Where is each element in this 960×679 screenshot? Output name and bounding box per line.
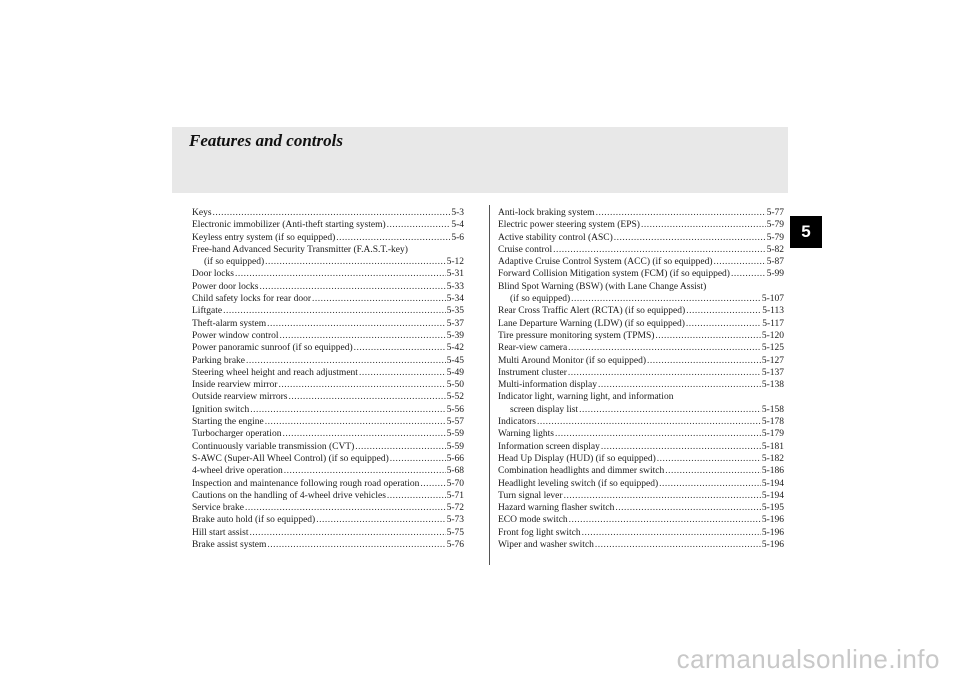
toc-entry-title: Continuously variable transmission (CVT)	[192, 441, 355, 452]
dot-leader	[598, 379, 761, 391]
toc-entry[interactable]	[192, 465, 464, 477]
toc-entry[interactable]	[498, 502, 784, 514]
toc-entry-page: 5-3	[451, 208, 464, 218]
toc-entry-title: Anti-lock braking system	[498, 208, 595, 218]
toc-entry-title: Indicators	[498, 417, 536, 428]
toc-entry[interactable]	[498, 256, 784, 268]
toc-entry-title: Cruise control	[498, 244, 553, 255]
dot-leader	[596, 207, 766, 219]
toc-entry-title: Power window control	[192, 330, 279, 341]
toc-entry-page: 5-33	[446, 281, 464, 292]
toc-entry-title: Power door locks	[192, 281, 259, 292]
toc-entry-page: 5-82	[766, 244, 784, 255]
toc-entry-page: 5-73	[446, 515, 464, 526]
toc-entry[interactable]	[498, 441, 784, 453]
dot-leader	[387, 490, 446, 502]
toc-entry-page: 5-56	[446, 404, 464, 415]
toc-entry-title: Turbocharger operation	[192, 429, 282, 440]
toc-entry-page: 5-182	[761, 453, 784, 464]
toc-entry-page: 5-42	[446, 343, 464, 354]
toc-entry-title: Electronic immobilizer (Anti-theft starting system)	[192, 220, 386, 231]
dot-leader	[336, 232, 450, 244]
toc-entry[interactable]	[192, 391, 464, 403]
toc-entry[interactable]	[192, 268, 464, 280]
dot-leader	[686, 305, 761, 317]
dot-leader	[553, 244, 765, 256]
toc-entry-title: Tire pressure monitoring system (TPMS)	[498, 330, 655, 341]
toc-entry-title: Parking brake	[192, 355, 246, 366]
dot-leader	[245, 502, 446, 514]
dot-leader	[647, 355, 761, 367]
toc-entry-title: Hazard warning flasher switch	[498, 503, 615, 514]
dot-leader	[316, 514, 445, 526]
dot-leader	[250, 404, 445, 416]
toc-entry-page: 5-77	[766, 208, 784, 218]
toc-entry-title: Free-hand Advanced Security Transmitter (F.A.S.T.-key)	[192, 244, 408, 255]
toc-entry-title: S-AWC (Super-All Wheel Control) (if so equipped)	[192, 453, 389, 464]
toc-entry-title: Hill start assist	[192, 527, 249, 538]
toc-entry-title: Information screen display	[498, 441, 600, 452]
toc-entry-title: Lane Departure Warning (LDW) (if so equipped)	[498, 318, 685, 329]
toc-entry-title: Brake auto hold (if so equipped)	[192, 515, 316, 526]
toc-entry-page: 5-194	[761, 478, 784, 489]
toc-entry-page: 5-120	[761, 330, 784, 341]
dot-leader	[267, 539, 445, 551]
toc-entry[interactable]	[498, 342, 784, 354]
toc-entry-title: Combination headlights and dimmer switch	[498, 466, 665, 477]
toc-entry[interactable]	[192, 527, 464, 539]
toc-entry-page: 5-178	[761, 417, 784, 428]
toc-entry-title: Keyless entry system (if so equipped)	[192, 232, 336, 243]
toc-entry-page: 5-72	[446, 503, 464, 514]
toc-entry[interactable]	[498, 207, 784, 219]
toc-entry-page: 5-117	[762, 318, 784, 329]
toc-entry-page: 5-59	[446, 429, 464, 440]
toc-entry[interactable]	[192, 490, 464, 502]
dot-leader	[387, 219, 451, 231]
dot-leader	[267, 318, 445, 330]
toc-entry[interactable]	[498, 527, 784, 539]
toc-entry[interactable]	[192, 281, 464, 293]
dot-leader	[555, 428, 761, 440]
toc-entry[interactable]	[192, 478, 464, 490]
toc-entry-page: 5-158	[761, 404, 784, 415]
dot-leader	[659, 478, 761, 490]
toc-entry-page: 5-31	[446, 269, 464, 280]
toc-entry[interactable]	[192, 453, 464, 465]
dot-leader	[390, 453, 446, 465]
toc-entry-page: 5-137	[761, 367, 784, 378]
toc-entry-page: 5-79	[766, 220, 784, 231]
toc-entry-title: Liftgate	[192, 306, 223, 317]
dot-leader	[579, 404, 761, 416]
toc-entry[interactable]	[192, 355, 464, 367]
chapter-tab: 5	[790, 216, 822, 248]
toc-entry[interactable]	[498, 416, 784, 428]
dot-leader	[280, 330, 446, 342]
toc-entry-title: Warning lights	[498, 429, 554, 440]
toc-entry-page: 5-99	[766, 269, 784, 280]
toc-entry-title: Electric power steering system (EPS)	[498, 220, 640, 231]
toc-entry[interactable]	[192, 207, 464, 219]
toc-entry-title: Theft-alarm system	[192, 318, 267, 329]
toc-entry-page: 5-195	[761, 503, 784, 514]
toc-entry-page: 5-50	[446, 380, 464, 391]
dot-leader	[246, 355, 446, 367]
toc-entry-title: Head Up Display (HUD) (if so equipped)	[498, 453, 656, 464]
dot-leader	[568, 367, 761, 379]
dot-leader	[260, 281, 446, 293]
toc-left-column	[192, 207, 464, 551]
dot-leader	[569, 514, 761, 526]
dot-leader	[223, 305, 446, 317]
toc-entry-title: Steering wheel height and reach adjustment	[192, 367, 358, 378]
toc-entry[interactable]	[192, 305, 464, 317]
toc-entry-title: Blind Spot Warning (BSW) (with Lane Change Assist)	[498, 281, 707, 292]
dot-leader	[355, 441, 445, 453]
toc-entry-title: Active stability control (ASC)	[498, 232, 613, 243]
toc-entry[interactable]	[498, 490, 784, 502]
toc-entry[interactable]	[192, 428, 464, 440]
toc-entry-title: Power panoramic sunroof (if so equipped)	[192, 343, 353, 354]
dot-leader	[614, 232, 766, 244]
toc-entry[interactable]	[498, 268, 784, 280]
toc-entry-title: Adaptive Cruise Control System (ACC) (if so equipped)	[498, 257, 713, 268]
toc-entry-page: 5-71	[446, 490, 464, 501]
toc-entry[interactable]	[498, 244, 784, 256]
toc-entry-page: 5-57	[446, 417, 464, 428]
toc-entry-title: Child safety locks for rear door	[192, 294, 311, 305]
toc-entry-page: 5-70	[446, 478, 464, 489]
toc-entry[interactable]	[192, 219, 464, 231]
toc-entry-page: 5-76	[446, 540, 464, 551]
toc-entry-page: 5-138	[761, 380, 784, 391]
toc-entry-title: Rear Cross Traffic Alert (RCTA) (if so equipped)	[498, 306, 686, 317]
toc-entry-title: Wiper and washer switch	[498, 540, 594, 551]
dot-leader	[249, 527, 445, 539]
toc-entry-title: Keys	[192, 208, 212, 218]
dot-leader	[235, 268, 446, 280]
toc-entry[interactable]	[498, 219, 784, 231]
toc-entry-page: 5-75	[446, 527, 464, 538]
toc-entry[interactable]	[498, 232, 784, 244]
toc-entry-page: 5-59	[446, 441, 464, 452]
toc-entry-page: 5-113	[762, 306, 784, 317]
toc-entry[interactable]	[192, 330, 464, 342]
toc-entry-page: 5-125	[761, 343, 784, 354]
toc-entry-page: 5-34	[446, 294, 464, 305]
toc-entry[interactable]	[192, 367, 464, 379]
toc-entry-title: Front fog light switch	[498, 527, 581, 538]
dot-leader	[354, 342, 446, 354]
toc-entry-page: 5-37	[446, 318, 464, 329]
toc-entry-title: Outside rearview mirrors	[192, 392, 288, 403]
toc-entry-page: 5-52	[446, 392, 464, 403]
toc-entry[interactable]	[498, 428, 784, 440]
toc-entry[interactable]	[192, 502, 464, 514]
toc-entry-page: 5-39	[446, 330, 464, 341]
toc-entry-title: Multi-information display	[498, 380, 597, 391]
toc-entry-title: Brake assist system	[192, 540, 267, 551]
watermark: carmanualsonline.info	[676, 644, 940, 674]
toc-entry-page: 5-181	[761, 441, 784, 452]
dot-leader	[359, 367, 446, 379]
toc-entry-title: Indicator light, warning light, and information	[498, 392, 674, 403]
toc-entry-title: Inside rearview mirror	[192, 380, 278, 391]
toc-entry[interactable]	[192, 293, 464, 305]
dot-leader	[641, 219, 766, 231]
toc-entry-title: ECO mode switch	[498, 515, 568, 526]
dot-leader	[615, 502, 760, 514]
toc-entry-page: 5-87	[766, 257, 784, 268]
dot-leader	[312, 293, 446, 305]
toc-entry[interactable]	[498, 539, 784, 551]
dot-leader	[278, 379, 445, 391]
toc-entry[interactable]	[498, 478, 784, 490]
toc-entry-page: 5-45	[446, 355, 464, 366]
toc-entry-title: Rear-view camera	[498, 343, 568, 354]
dot-leader	[284, 465, 446, 477]
toc-entry-page: 5-6	[451, 232, 464, 243]
toc-entry-page: 5-49	[446, 367, 464, 378]
toc-entry[interactable]	[498, 330, 784, 342]
toc-entry-page: 5-196	[761, 540, 784, 551]
toc-entry-page: 5-186	[761, 466, 784, 477]
toc-entry-page: 5-35	[446, 306, 464, 317]
toc-entry-title: Starting the engine	[192, 417, 264, 428]
toc-right-column	[498, 207, 784, 551]
toc-entry-title: Cautions on the handling of 4-wheel drive vehicles	[192, 490, 386, 501]
toc-entry-page: 5-12	[446, 257, 464, 268]
dot-leader	[582, 527, 761, 539]
toc-entry-page: 5-68	[446, 466, 464, 477]
toc-entry[interactable]	[498, 404, 784, 416]
toc-entry-page: 5-194	[761, 490, 784, 501]
toc-entry-title: Door locks	[192, 269, 234, 280]
toc-entry[interactable]	[192, 514, 464, 526]
toc-entry-page: 5-196	[761, 527, 784, 538]
dot-leader	[564, 490, 761, 502]
toc-entry-title: (if so equipped)	[204, 257, 265, 268]
toc-entry[interactable]	[192, 404, 464, 416]
dot-leader	[665, 465, 761, 477]
toc-entry[interactable]	[192, 256, 464, 268]
toc-entry[interactable]	[192, 539, 464, 551]
toc-entry-title: Ignition switch	[192, 404, 250, 415]
toc-entry[interactable]	[498, 318, 784, 330]
toc-entry-page: 5-127	[761, 355, 784, 366]
toc-entry-page: 5-107	[761, 294, 784, 305]
dot-leader	[686, 318, 761, 330]
dot-leader	[213, 207, 451, 219]
dot-leader	[420, 478, 445, 490]
toc-entry-title: Forward Collision Mitigation system (FCM) (if so equipped)	[498, 269, 730, 280]
toc-entry[interactable]	[498, 293, 784, 305]
toc-entry-page: 5-66	[446, 453, 464, 464]
toc-entry-page: 5-79	[766, 232, 784, 243]
chapter-banner	[172, 127, 788, 193]
toc-entry-title: Instrument cluster	[498, 367, 567, 378]
dot-leader	[265, 416, 446, 428]
toc-entry[interactable]	[498, 514, 784, 526]
dot-leader	[568, 342, 761, 354]
dot-leader	[595, 539, 761, 551]
toc-entry-title: screen display list	[510, 404, 579, 415]
dot-leader	[731, 268, 766, 280]
toc-entry-title: Service brake	[192, 503, 244, 514]
toc-entry-title: (if so equipped)	[510, 294, 571, 305]
dot-leader	[601, 441, 761, 453]
toc-entry[interactable]	[192, 416, 464, 428]
toc-entry[interactable]	[192, 379, 464, 391]
toc-entry[interactable]	[498, 465, 784, 477]
toc-entry-title: Multi Around Monitor (if so equipped)	[498, 355, 647, 366]
column-divider	[489, 205, 490, 565]
toc-entry-page: 5-196	[761, 515, 784, 526]
toc-entry[interactable]	[192, 318, 464, 330]
dot-leader	[571, 293, 761, 305]
toc-entry[interactable]	[192, 441, 464, 453]
toc-entry-title: Turn signal lever	[498, 490, 563, 501]
toc-entry[interactable]	[498, 453, 784, 465]
dot-leader	[282, 428, 445, 440]
toc-entry[interactable]	[498, 355, 784, 367]
toc-entry[interactable]	[498, 379, 784, 391]
toc-entry[interactable]	[498, 305, 784, 317]
toc-entry[interactable]	[498, 367, 784, 379]
toc-entry[interactable]	[192, 232, 464, 244]
toc-entry-page: 5-179	[761, 429, 784, 440]
dot-leader	[265, 256, 445, 268]
toc-entry-title: Inspection and maintenance following rough road operation	[192, 478, 420, 489]
page-title: Features and controls	[189, 131, 343, 150]
toc-entry[interactable]	[192, 342, 464, 354]
toc-entry-title: Headlight leveling switch (if so equipped)	[498, 478, 659, 489]
dot-leader	[655, 330, 760, 342]
dot-leader	[289, 391, 446, 403]
toc-entry-page: 5-4	[451, 220, 464, 231]
toc-entry-title: 4-wheel drive operation	[192, 466, 283, 477]
dot-leader	[714, 256, 766, 268]
dot-leader	[657, 453, 761, 465]
dot-leader	[537, 416, 761, 428]
